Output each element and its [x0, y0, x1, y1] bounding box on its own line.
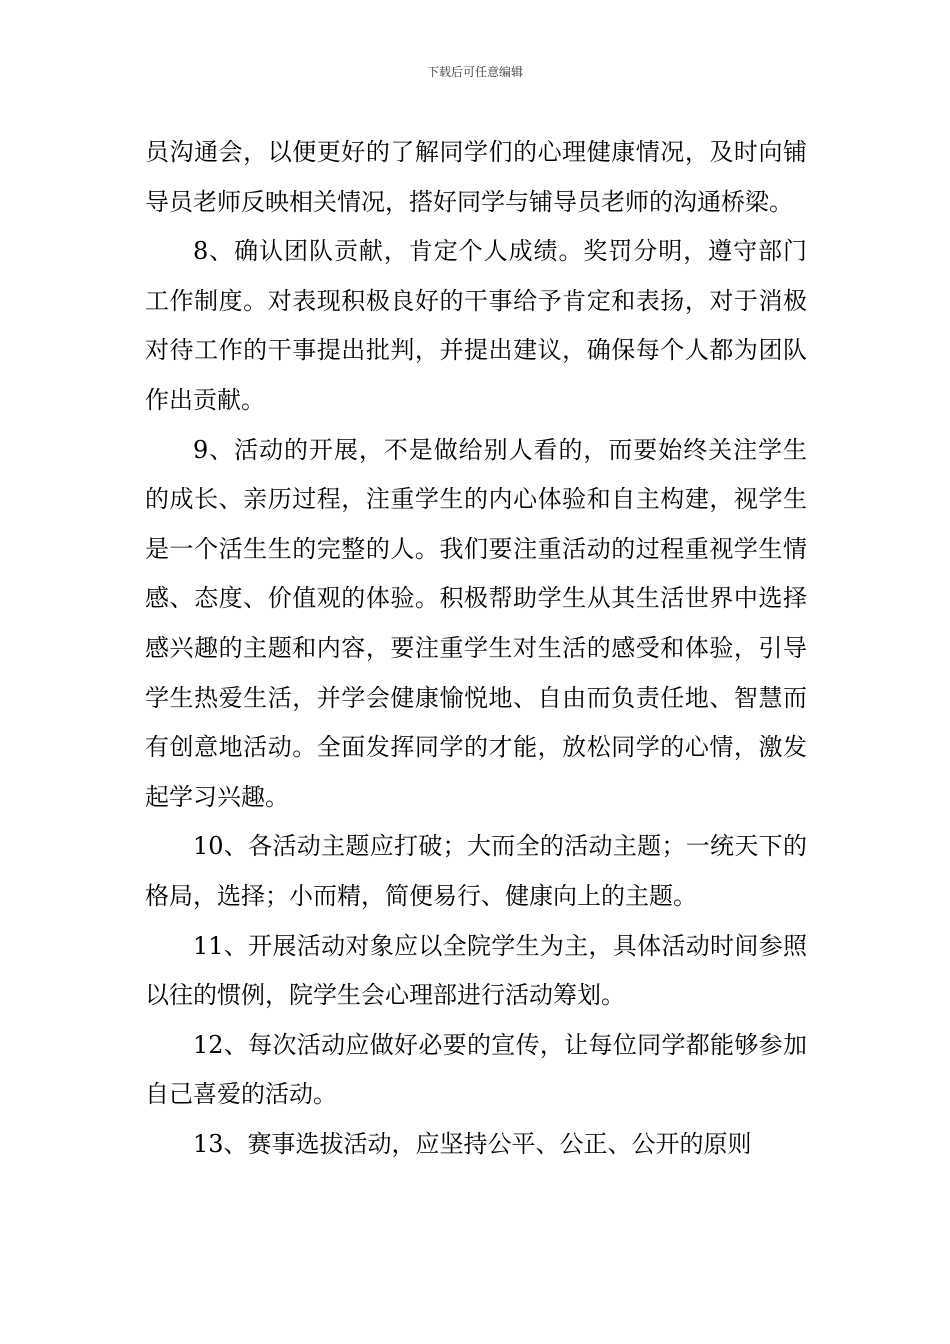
- paragraph-item-9: 9、活动的开展，不是做给别人看的，而要始终关注学生的成长、亲历过程，注重学生的内心体验和自主构建，视学生是一个活生生的完整的人。我们要注重活动的过程重视学生情感、态度、价值观的体验。积极帮助学生从其生活世界中选择感兴趣的主题和内容，要注重学生对生活的感受和体验，引导学生热爱生活，并学会健康愉悦地、自由而负责任地、智慧而有创意地活动。全面发挥同学的才能，放松同学的心情，激发起学习兴趣。: [145, 435, 807, 811]
- page-header: 下载后可任意编辑: [426, 65, 523, 79]
- paragraph-item-12: 12、每次活动应做好必要的宣传，让每位同学都能够参加自己喜爱的活动。: [145, 1030, 807, 1109]
- paragraph-item-13: 13、赛事选拔活动，应坚持公平、公正、公开的原则: [193, 1129, 752, 1158]
- paragraph-continuation: 员沟通会，以便更好的了解同学们的心理健康情况，及时向铺导员老师反映相关情况，搭好同学与铺导员老师的沟通桥梁。: [145, 138, 807, 216]
- paragraph-item-11: 11、开展活动对象应以全院学生为主，具体活动时间参照以往的惯例，院学生会心理部进行活动筹划。: [145, 931, 807, 1010]
- paragraph-item-8: 8、确认团队贡献，肯定个人成绩。奖罚分明，遵守部门工作制度。对表现积极良好的干事给予肯定和表扬，对于消极对待工作的干事提出批判，并提出建议，确保每个人都为团队作出贡献。: [145, 237, 807, 414]
- paragraph-item-10: 10、各活动主题应打破；大而全的活动主题；一统天下的格局，选择；小而精，简便易行、健康向上的主题。: [145, 832, 807, 910]
- document-body: [145, 128, 807, 1169]
